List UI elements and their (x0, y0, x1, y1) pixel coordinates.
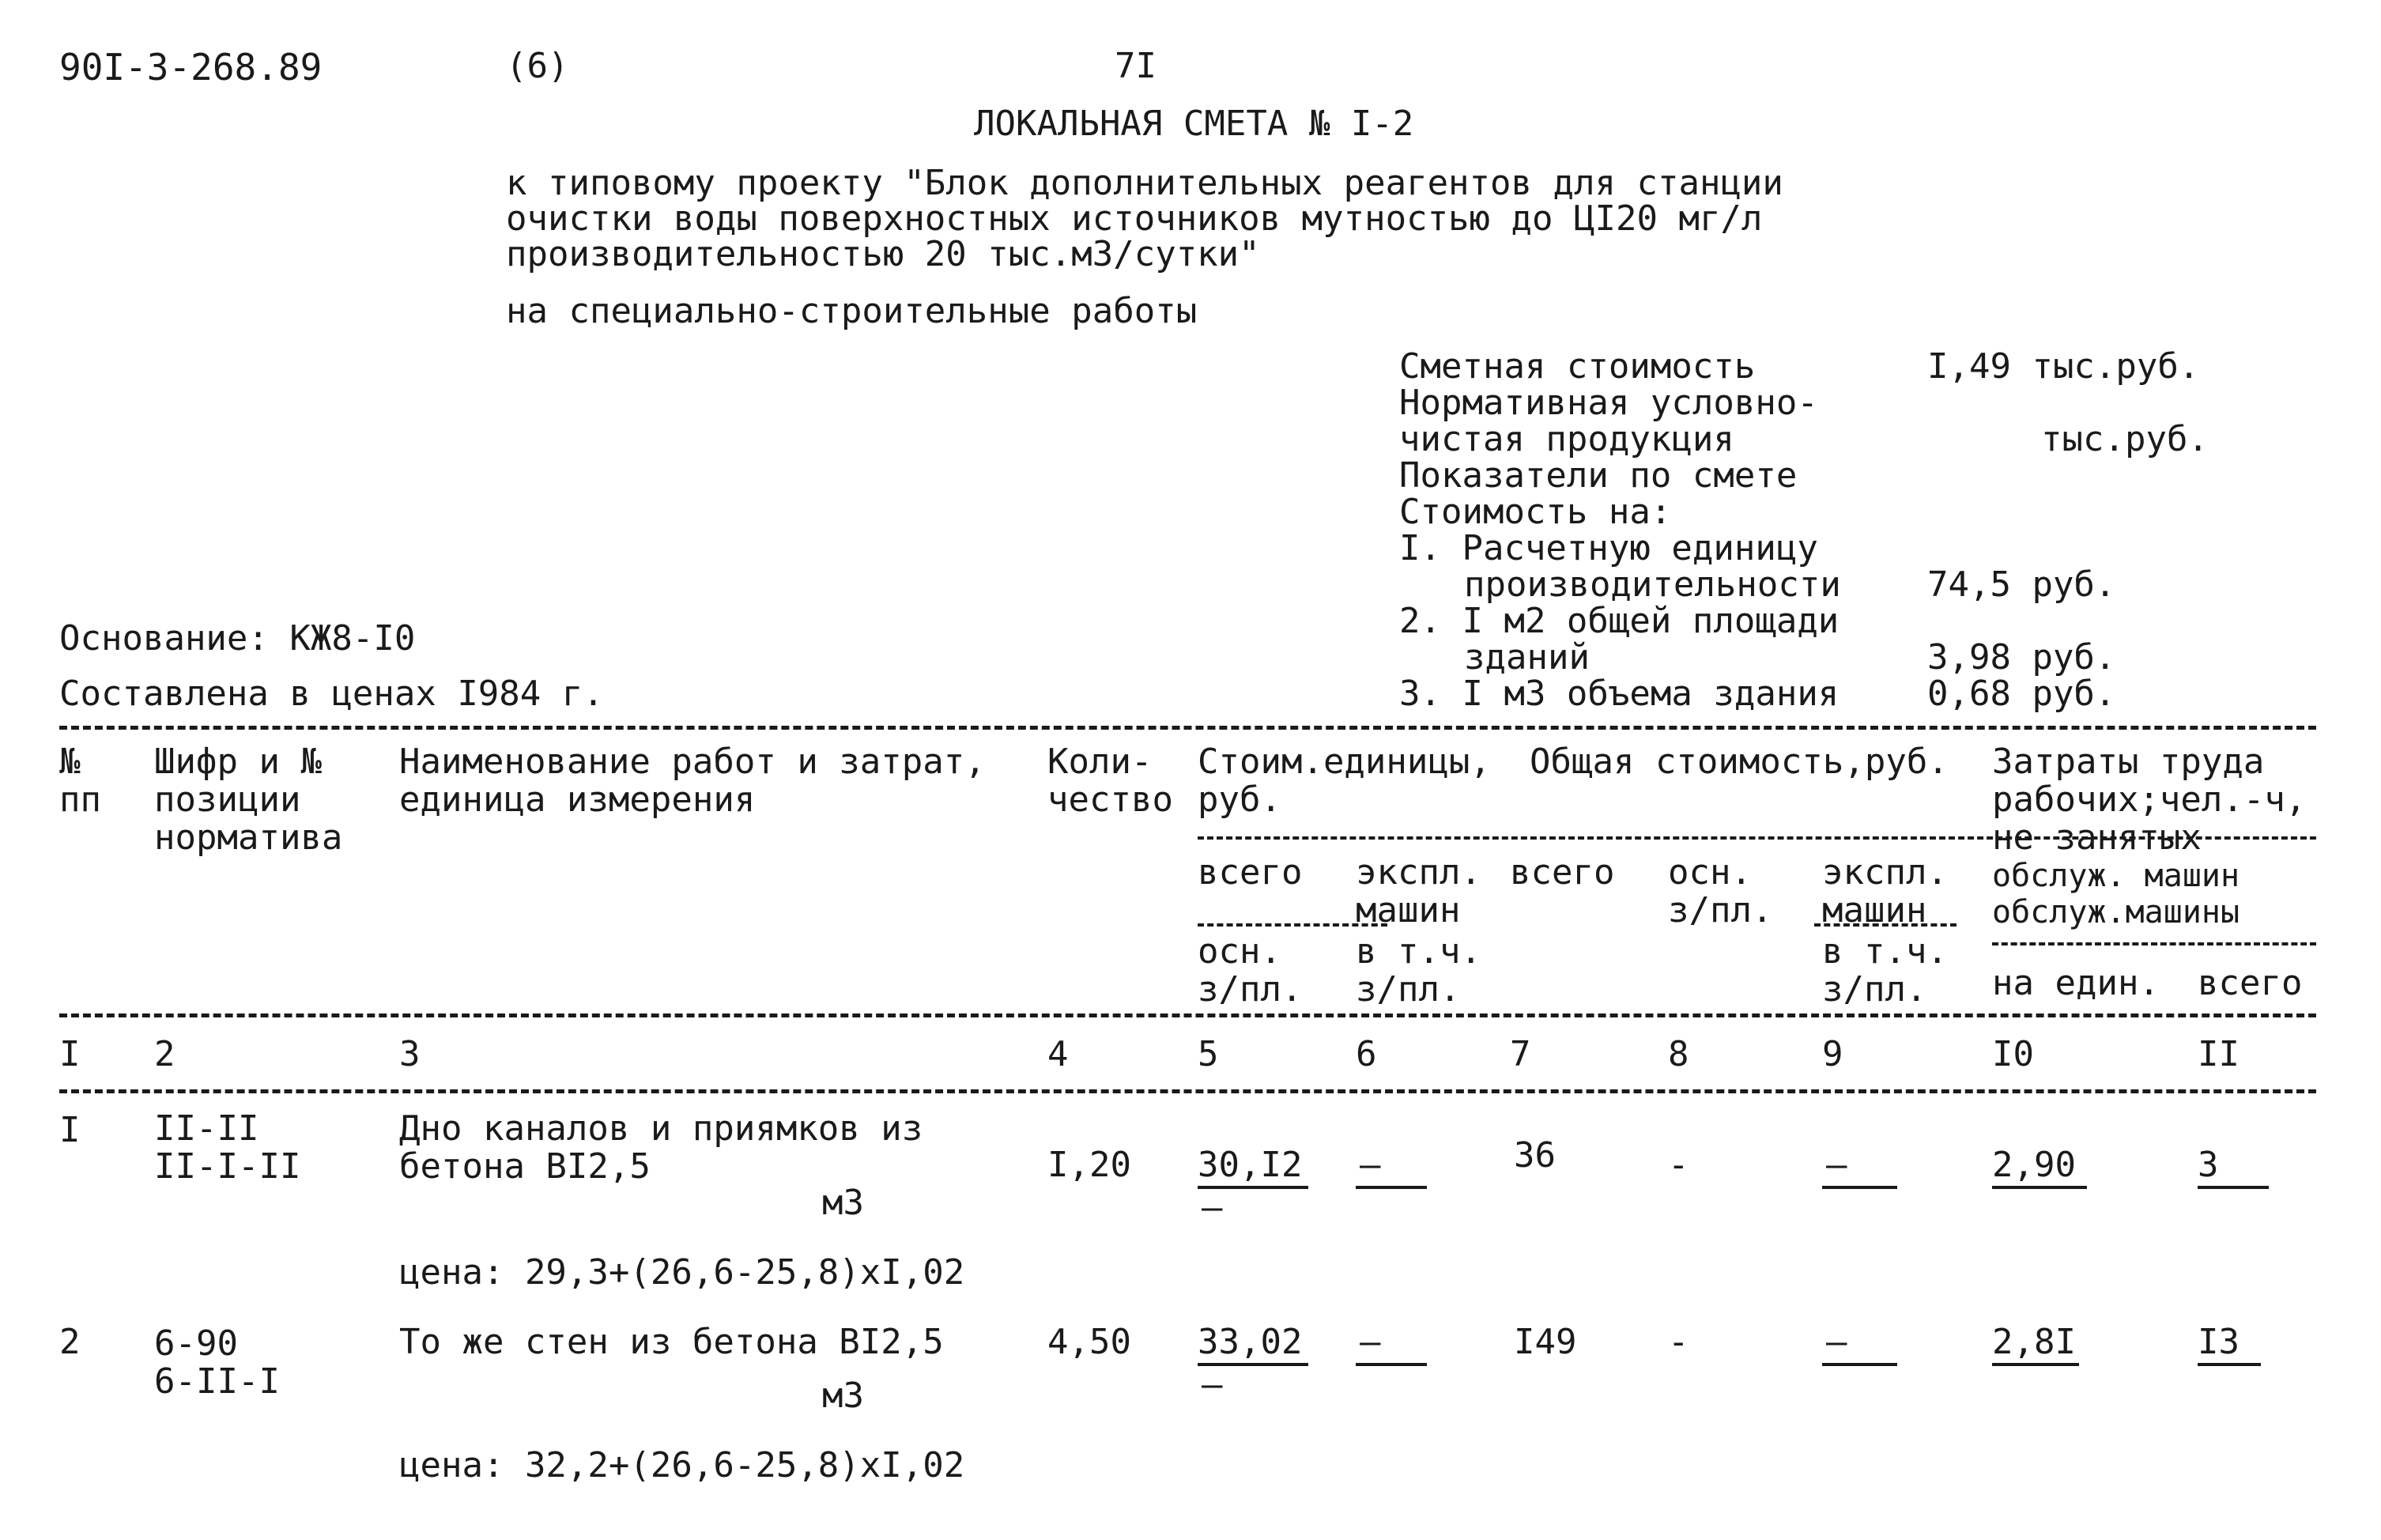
row-total-mach: – (1826, 1322, 1847, 1362)
subtitle-line-1: к типовому проекту "Блок дополнительных реагентов для станции (506, 163, 1783, 203)
column-number-6: 6 (1356, 1034, 1377, 1074)
row-total-base: - (1668, 1322, 1689, 1362)
row-labor-total-underline (2198, 1186, 2269, 1189)
row-number: 2 (59, 1322, 81, 1362)
document-code: 90I-3-268.89 (59, 46, 323, 89)
row-quantity: I,20 (1047, 1145, 1131, 1185)
header-labor: Затраты труда рабочих;чел.-ч, не занятых (1992, 742, 2307, 858)
row-total-mach-underline (1822, 1363, 1897, 1366)
indicator-3-line-1: 3. I м3 объема здания (1399, 674, 1840, 714)
column-number-2: 2 (154, 1034, 175, 1074)
row-quantity: 4,50 (1047, 1322, 1131, 1362)
normative-product-value: тыс.руб. (2041, 419, 2209, 459)
page-number: 7I (1115, 46, 1157, 86)
labor-sub-rule (1992, 942, 2316, 946)
row-number: I (59, 1110, 81, 1150)
row-labor-unit: 2,8I (1992, 1322, 2076, 1362)
row-total: I49 (1514, 1322, 1577, 1362)
row-unit-base-dash: – (1202, 1364, 1223, 1405)
subtitle-line-2: очистки воды поверхностных источников мутностью до ЦI20 мг/л (506, 198, 1763, 239)
prices-year-text: Составлена в ценах I984 г. (59, 674, 604, 714)
header-bottom-rule (59, 1013, 2316, 1017)
header-unit-cost: Стоим.единицы, руб. (1198, 742, 1491, 820)
header-col10: на един. (1992, 963, 2160, 1003)
column-numbers-rule (59, 1089, 2316, 1093)
header-col9-top: экспл. машин (1822, 852, 1948, 930)
header-col8: осн. з/пл. (1668, 852, 1773, 930)
subtitle-line-3: производительностью 20 тыс.м3/сутки" (506, 234, 1260, 274)
column-number-1: I (59, 1034, 81, 1074)
row-price-note: цена: 32,2+(26,6-25,8)xI,02 (399, 1445, 965, 1485)
row-unit-total: 30,I2 (1198, 1145, 1303, 1185)
column-number-8: 8 (1668, 1034, 1689, 1074)
header-col-number: № пп (59, 742, 101, 820)
normative-product-label-1: Нормативная условно- (1399, 383, 1818, 423)
indicator-2-value: 3,98 руб. (1927, 637, 2116, 678)
header-col-name: Наименование работ и затрат, единица измерения (399, 742, 986, 820)
row-total-mach-underline (1822, 1186, 1897, 1189)
row-total-mach: – (1826, 1145, 1847, 1185)
row-name: То же стен из бетона BI2,5 (399, 1322, 944, 1362)
column-number-10: I0 (1992, 1034, 2034, 1074)
header-col5-top: всего (1198, 852, 1303, 893)
column-number-11: II (2198, 1034, 2239, 1074)
indicator-1-value: 74,5 руб. (1927, 564, 2116, 605)
basis-text: Основание: КЖ8-I0 (59, 618, 416, 659)
row-unit-base-dash: – (1202, 1187, 1223, 1228)
header-labor-sub-1: обслуж. машин (1992, 858, 2240, 894)
row-labor-unit: 2,90 (1992, 1145, 2076, 1185)
header-col11: всего (2198, 963, 2303, 1003)
header-col6-top: экспл. машин (1356, 852, 1481, 930)
estimated-cost-label: Сметная стоимость (1399, 346, 1756, 387)
header-labor-sub-2: обслуж.машины (1992, 894, 2240, 930)
row-labor-total-underline (2198, 1363, 2261, 1366)
row-unit-total: 33,02 (1198, 1322, 1303, 1362)
row-total: 36 (1514, 1135, 1556, 1176)
header-col6-bottom: в т.ч. з/пл. (1356, 931, 1481, 1010)
header-col-quantity: Коли- чество (1047, 742, 1173, 820)
row-unit-mach-underline (1356, 1363, 1427, 1366)
document-title: ЛОКАЛЬНАЯ СМЕТА № I-2 (974, 104, 1414, 144)
row-unit: м3 (822, 1376, 864, 1416)
header-col7: всего (1510, 852, 1615, 893)
header-total-cost: Общая стоимость,руб. (1530, 742, 1949, 782)
indicator-2-line-2: зданий (1464, 637, 1590, 678)
column-number-7: 7 (1510, 1034, 1531, 1074)
row-unit: м3 (822, 1183, 864, 1223)
column-number-4: 4 (1047, 1034, 1069, 1074)
row-labor-total: 3 (2198, 1145, 2219, 1185)
row-labor-total: I3 (2198, 1322, 2239, 1362)
row-labor-unit-underline (1992, 1363, 2079, 1366)
column-number-9: 9 (1822, 1034, 1843, 1074)
indicator-1-line-1: I. Расчетную единицу (1399, 528, 1818, 568)
document-part: (6) (506, 46, 569, 86)
estimated-cost-value: I,49 тыс.руб. (1927, 346, 2200, 387)
row-unit-mach: – (1360, 1322, 1381, 1362)
work-type: на специально-строительные работы (506, 291, 1198, 331)
column-number-3: 3 (399, 1034, 421, 1074)
cost-on-label: Стоимость на: (1399, 492, 1672, 532)
column-number-5: 5 (1198, 1034, 1219, 1074)
normative-product-label-2: чистая продукция (1399, 419, 1734, 459)
indicators-label: Показатели по смете (1399, 455, 1798, 496)
row-total-base: - (1668, 1145, 1689, 1185)
row-code: II-II II-I-II (154, 1108, 301, 1187)
row-labor-unit-underline (1992, 1186, 2087, 1189)
indicator-2-line-1: 2. I м2 общей площади (1399, 601, 1840, 641)
table-top-rule (59, 726, 2316, 730)
row-unit-mach-underline (1356, 1186, 1427, 1189)
indicator-1-line-2: производительности (1464, 564, 1841, 605)
indicator-3-value: 0,68 руб. (1927, 674, 2116, 714)
header-col-code: Шифр и № позиции норматива (154, 742, 343, 858)
row-unit-mach: – (1360, 1145, 1381, 1185)
header-col5-bottom: осн. з/пл. (1198, 931, 1303, 1010)
row-code: 6-90 6-II-I (154, 1323, 280, 1402)
row-price-note: цена: 29,3+(26,6-25,8)xI,02 (399, 1252, 965, 1293)
header-col9-bottom: в т.ч. з/пл. (1822, 931, 1948, 1010)
row-name: Дно каналов и приямков из бетона BI2,5 (399, 1108, 923, 1187)
